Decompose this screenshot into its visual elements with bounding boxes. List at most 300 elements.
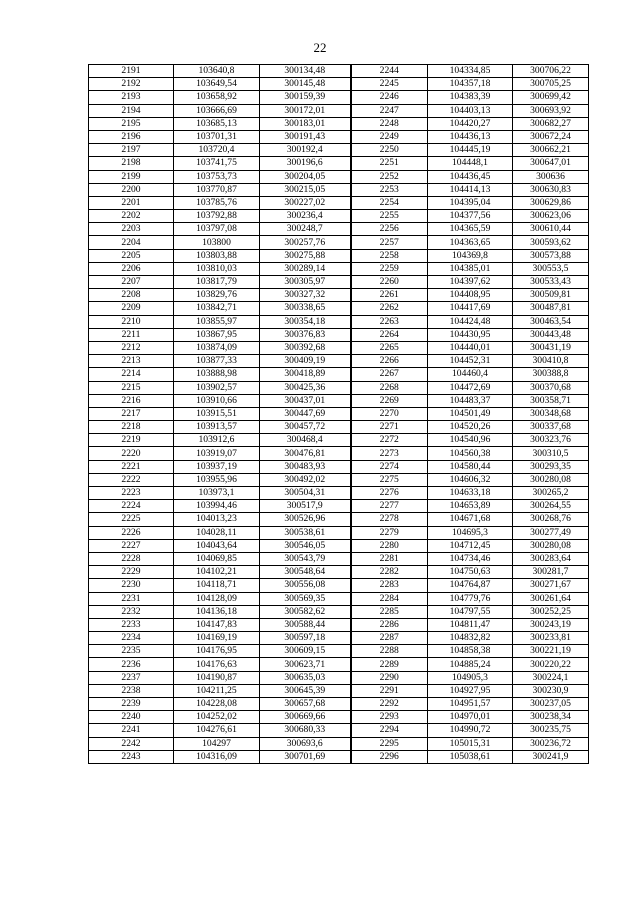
left-x-coordinate-cell: 103810,03 xyxy=(174,262,260,275)
left-x-coordinate-cell: 104128,09 xyxy=(174,592,260,605)
table-row xyxy=(89,223,589,236)
right-x-coordinate-cell: 104483,37 xyxy=(428,394,513,407)
left-point-number-cell: 2213 xyxy=(89,355,174,368)
right-y-coordinate-cell: 300293,35 xyxy=(513,460,589,473)
table-row xyxy=(89,724,589,737)
right-point-number-cell: 2295 xyxy=(351,737,428,750)
left-point-number-cell: 2230 xyxy=(89,579,174,592)
table-row xyxy=(89,170,589,183)
left-x-coordinate-cell: 104136,18 xyxy=(174,605,260,618)
table-row xyxy=(89,460,589,473)
left-y-coordinate-cell: 300196,6 xyxy=(260,157,351,170)
right-y-coordinate-cell: 300629,86 xyxy=(513,196,589,209)
left-point-number-cell: 2220 xyxy=(89,447,174,460)
right-y-coordinate-cell: 300238,34 xyxy=(513,711,589,724)
right-point-number-cell: 2250 xyxy=(351,144,428,157)
left-y-coordinate-cell: 300582,62 xyxy=(260,605,351,618)
table-row xyxy=(89,394,589,407)
table-row xyxy=(89,605,589,618)
right-y-coordinate-cell: 300241,9 xyxy=(513,750,589,763)
right-x-coordinate-cell: 104408,95 xyxy=(428,289,513,302)
left-point-number-cell: 2216 xyxy=(89,394,174,407)
left-y-coordinate-cell: 300526,96 xyxy=(260,513,351,526)
left-y-coordinate-cell: 300543,79 xyxy=(260,552,351,565)
left-x-coordinate-cell: 104252,02 xyxy=(174,711,260,724)
left-x-coordinate-cell: 103888,98 xyxy=(174,368,260,381)
left-y-coordinate-cell: 300338,65 xyxy=(260,302,351,315)
left-point-number-cell: 2201 xyxy=(89,196,174,209)
right-point-number-cell: 2288 xyxy=(351,645,428,658)
left-y-coordinate-cell: 300354,18 xyxy=(260,315,351,328)
right-y-coordinate-cell: 300443,48 xyxy=(513,328,589,341)
right-point-number-cell: 2263 xyxy=(351,315,428,328)
right-x-coordinate-cell: 104633,18 xyxy=(428,487,513,500)
right-x-coordinate-cell: 104420,27 xyxy=(428,117,513,130)
table-row xyxy=(89,750,589,763)
right-x-coordinate-cell: 104671,68 xyxy=(428,513,513,526)
table-row xyxy=(89,684,589,697)
left-point-number-cell: 2237 xyxy=(89,671,174,684)
left-point-number-cell: 2240 xyxy=(89,711,174,724)
right-x-coordinate-cell: 104905,3 xyxy=(428,671,513,684)
left-x-coordinate-cell: 103937,19 xyxy=(174,460,260,473)
right-y-coordinate-cell: 300509,81 xyxy=(513,289,589,302)
left-point-number-cell: 2203 xyxy=(89,223,174,236)
table-row xyxy=(89,289,589,302)
left-point-number-cell: 2218 xyxy=(89,421,174,434)
left-y-coordinate-cell: 300418,89 xyxy=(260,368,351,381)
left-x-coordinate-cell: 104176,95 xyxy=(174,645,260,658)
right-y-coordinate-cell: 300237,05 xyxy=(513,698,589,711)
table-row xyxy=(89,447,589,460)
left-y-coordinate-cell: 300609,15 xyxy=(260,645,351,658)
left-y-coordinate-cell: 300248,7 xyxy=(260,223,351,236)
left-x-coordinate-cell: 103800 xyxy=(174,236,260,249)
left-x-coordinate-cell: 103649,54 xyxy=(174,78,260,91)
left-point-number-cell: 2243 xyxy=(89,750,174,763)
left-point-number-cell: 2226 xyxy=(89,526,174,539)
table-row xyxy=(89,65,589,78)
table-row xyxy=(89,618,589,631)
right-x-coordinate-cell: 104452,31 xyxy=(428,355,513,368)
left-point-number-cell: 2231 xyxy=(89,592,174,605)
table-row xyxy=(89,698,589,711)
table-row xyxy=(89,302,589,315)
right-y-coordinate-cell: 300388,8 xyxy=(513,368,589,381)
left-y-coordinate-cell: 300134,48 xyxy=(260,65,351,78)
table-row xyxy=(89,487,589,500)
right-y-coordinate-cell: 300310,5 xyxy=(513,447,589,460)
right-x-coordinate-cell: 104695,3 xyxy=(428,526,513,539)
table-row xyxy=(89,592,589,605)
right-y-coordinate-cell: 300261,64 xyxy=(513,592,589,605)
coordinates-table xyxy=(88,64,589,764)
right-y-coordinate-cell: 300370,68 xyxy=(513,381,589,394)
right-x-coordinate-cell: 104357,18 xyxy=(428,78,513,91)
left-y-coordinate-cell: 300392,68 xyxy=(260,341,351,354)
right-point-number-cell: 2262 xyxy=(351,302,428,315)
left-x-coordinate-cell: 103741,75 xyxy=(174,157,260,170)
left-point-number-cell: 2197 xyxy=(89,144,174,157)
left-point-number-cell: 2234 xyxy=(89,632,174,645)
left-y-coordinate-cell: 300504,31 xyxy=(260,487,351,500)
table-row xyxy=(89,737,589,750)
table-row xyxy=(89,368,589,381)
table-row xyxy=(89,355,589,368)
right-x-coordinate-cell: 104764,87 xyxy=(428,579,513,592)
left-y-coordinate-cell: 300289,14 xyxy=(260,262,351,275)
table-row xyxy=(89,381,589,394)
right-y-coordinate-cell: 300705,25 xyxy=(513,78,589,91)
table-row xyxy=(89,117,589,130)
right-point-number-cell: 2249 xyxy=(351,130,428,143)
table-row xyxy=(89,157,589,170)
left-y-coordinate-cell: 300701,69 xyxy=(260,750,351,763)
right-x-coordinate-cell: 104436,45 xyxy=(428,170,513,183)
left-point-number-cell: 2242 xyxy=(89,737,174,750)
right-x-coordinate-cell: 104383,39 xyxy=(428,91,513,104)
right-point-number-cell: 2282 xyxy=(351,566,428,579)
left-point-number-cell: 2228 xyxy=(89,552,174,565)
left-x-coordinate-cell: 103842,71 xyxy=(174,302,260,315)
right-y-coordinate-cell: 300243,19 xyxy=(513,618,589,631)
right-y-coordinate-cell: 300682,27 xyxy=(513,117,589,130)
left-y-coordinate-cell: 300447,69 xyxy=(260,407,351,420)
right-point-number-cell: 2247 xyxy=(351,104,428,117)
left-point-number-cell: 2235 xyxy=(89,645,174,658)
right-y-coordinate-cell: 300573,88 xyxy=(513,249,589,262)
right-y-coordinate-cell: 300410,8 xyxy=(513,355,589,368)
left-point-number-cell: 2191 xyxy=(89,65,174,78)
left-x-coordinate-cell: 103874,09 xyxy=(174,341,260,354)
right-point-number-cell: 2276 xyxy=(351,487,428,500)
left-y-coordinate-cell: 300376,83 xyxy=(260,328,351,341)
left-x-coordinate-cell: 103912,6 xyxy=(174,434,260,447)
left-point-number-cell: 2193 xyxy=(89,91,174,104)
table-row xyxy=(89,183,589,196)
right-point-number-cell: 2277 xyxy=(351,500,428,513)
table-row xyxy=(89,262,589,275)
left-y-coordinate-cell: 300327,32 xyxy=(260,289,351,302)
left-y-coordinate-cell: 300657,68 xyxy=(260,698,351,711)
right-x-coordinate-cell: 104377,56 xyxy=(428,210,513,223)
right-x-coordinate-cell: 104460,4 xyxy=(428,368,513,381)
right-x-coordinate-cell: 104448,1 xyxy=(428,157,513,170)
left-y-coordinate-cell: 300588,44 xyxy=(260,618,351,631)
table-row xyxy=(89,407,589,420)
left-x-coordinate-cell: 103867,95 xyxy=(174,328,260,341)
right-y-coordinate-cell: 300323,76 xyxy=(513,434,589,447)
left-y-coordinate-cell: 300569,35 xyxy=(260,592,351,605)
left-y-coordinate-cell: 300645,39 xyxy=(260,684,351,697)
right-point-number-cell: 2271 xyxy=(351,421,428,434)
left-point-number-cell: 2236 xyxy=(89,658,174,671)
left-x-coordinate-cell: 104316,09 xyxy=(174,750,260,763)
left-x-coordinate-cell: 104228,08 xyxy=(174,698,260,711)
right-y-coordinate-cell: 300553,5 xyxy=(513,262,589,275)
left-y-coordinate-cell: 300409,19 xyxy=(260,355,351,368)
right-y-coordinate-cell: 300487,81 xyxy=(513,302,589,315)
left-x-coordinate-cell: 104043,64 xyxy=(174,539,260,552)
left-point-number-cell: 2219 xyxy=(89,434,174,447)
left-x-coordinate-cell: 104176,63 xyxy=(174,658,260,671)
left-point-number-cell: 2227 xyxy=(89,539,174,552)
table-row xyxy=(89,276,589,289)
left-x-coordinate-cell: 104069,85 xyxy=(174,552,260,565)
right-point-number-cell: 2256 xyxy=(351,223,428,236)
left-point-number-cell: 2214 xyxy=(89,368,174,381)
right-y-coordinate-cell: 300699,42 xyxy=(513,91,589,104)
left-x-coordinate-cell: 103797,08 xyxy=(174,223,260,236)
right-point-number-cell: 2266 xyxy=(351,355,428,368)
right-x-coordinate-cell: 104334,85 xyxy=(428,65,513,78)
left-y-coordinate-cell: 300236,4 xyxy=(260,210,351,223)
left-y-coordinate-cell: 300204,05 xyxy=(260,170,351,183)
left-y-coordinate-cell: 300669,66 xyxy=(260,711,351,724)
right-x-coordinate-cell: 104440,01 xyxy=(428,341,513,354)
right-point-number-cell: 2287 xyxy=(351,632,428,645)
left-y-coordinate-cell: 300635,03 xyxy=(260,671,351,684)
left-point-number-cell: 2207 xyxy=(89,276,174,289)
left-point-number-cell: 2204 xyxy=(89,236,174,249)
right-y-coordinate-cell: 300236,72 xyxy=(513,737,589,750)
left-point-number-cell: 2222 xyxy=(89,473,174,486)
table-row xyxy=(89,513,589,526)
right-x-coordinate-cell: 104540,96 xyxy=(428,434,513,447)
right-x-coordinate-cell: 104395,04 xyxy=(428,196,513,209)
left-x-coordinate-cell: 103666,69 xyxy=(174,104,260,117)
left-point-number-cell: 2195 xyxy=(89,117,174,130)
left-y-coordinate-cell: 300172,01 xyxy=(260,104,351,117)
right-x-coordinate-cell: 104797,55 xyxy=(428,605,513,618)
right-y-coordinate-cell: 300623,06 xyxy=(513,210,589,223)
left-y-coordinate-cell: 300425,36 xyxy=(260,381,351,394)
table-row xyxy=(89,671,589,684)
right-y-coordinate-cell: 300693,92 xyxy=(513,104,589,117)
right-point-number-cell: 2268 xyxy=(351,381,428,394)
left-y-coordinate-cell: 300492,02 xyxy=(260,473,351,486)
right-x-coordinate-cell: 104472,69 xyxy=(428,381,513,394)
right-y-coordinate-cell: 300220,22 xyxy=(513,658,589,671)
page-number: 22 xyxy=(313,40,327,55)
left-point-number-cell: 2233 xyxy=(89,618,174,631)
right-x-coordinate-cell: 104653,89 xyxy=(428,500,513,513)
left-point-number-cell: 2238 xyxy=(89,684,174,697)
right-point-number-cell: 2254 xyxy=(351,196,428,209)
table-row xyxy=(89,144,589,157)
left-point-number-cell: 2239 xyxy=(89,698,174,711)
right-point-number-cell: 2269 xyxy=(351,394,428,407)
table-row xyxy=(89,526,589,539)
table-row xyxy=(89,658,589,671)
right-y-coordinate-cell: 300281,7 xyxy=(513,566,589,579)
table-row xyxy=(89,421,589,434)
right-point-number-cell: 2258 xyxy=(351,249,428,262)
left-x-coordinate-cell: 103792,88 xyxy=(174,210,260,223)
right-x-coordinate-cell: 104385,01 xyxy=(428,262,513,275)
right-x-coordinate-cell: 104430,95 xyxy=(428,328,513,341)
right-y-coordinate-cell: 300280,08 xyxy=(513,539,589,552)
left-y-coordinate-cell: 300305,97 xyxy=(260,276,351,289)
left-x-coordinate-cell: 103910,66 xyxy=(174,394,260,407)
table-row xyxy=(89,473,589,486)
right-y-coordinate-cell: 300233,81 xyxy=(513,632,589,645)
left-x-coordinate-cell: 104276,61 xyxy=(174,724,260,737)
right-point-number-cell: 2257 xyxy=(351,236,428,249)
left-x-coordinate-cell: 103902,57 xyxy=(174,381,260,394)
right-y-coordinate-cell: 300593,62 xyxy=(513,236,589,249)
left-point-number-cell: 2221 xyxy=(89,460,174,473)
right-x-coordinate-cell: 104712,45 xyxy=(428,539,513,552)
table-row xyxy=(89,104,589,117)
right-x-coordinate-cell: 104520,26 xyxy=(428,421,513,434)
right-y-coordinate-cell: 300662,21 xyxy=(513,144,589,157)
right-x-coordinate-cell: 104436,13 xyxy=(428,130,513,143)
right-point-number-cell: 2272 xyxy=(351,434,428,447)
right-point-number-cell: 2246 xyxy=(351,91,428,104)
left-x-coordinate-cell: 104028,11 xyxy=(174,526,260,539)
left-y-coordinate-cell: 300538,61 xyxy=(260,526,351,539)
left-x-coordinate-cell: 103913,57 xyxy=(174,421,260,434)
left-x-coordinate-cell: 104118,71 xyxy=(174,579,260,592)
right-y-coordinate-cell: 300636 xyxy=(513,170,589,183)
right-y-coordinate-cell: 300672,24 xyxy=(513,130,589,143)
right-point-number-cell: 2248 xyxy=(351,117,428,130)
right-x-coordinate-cell: 104750,63 xyxy=(428,566,513,579)
right-point-number-cell: 2284 xyxy=(351,592,428,605)
left-point-number-cell: 2209 xyxy=(89,302,174,315)
right-y-coordinate-cell: 300533,43 xyxy=(513,276,589,289)
right-x-coordinate-cell: 104363,65 xyxy=(428,236,513,249)
right-point-number-cell: 2270 xyxy=(351,407,428,420)
left-y-coordinate-cell: 300517,9 xyxy=(260,500,351,513)
left-x-coordinate-cell: 104211,25 xyxy=(174,684,260,697)
left-point-number-cell: 2196 xyxy=(89,130,174,143)
right-point-number-cell: 2273 xyxy=(351,447,428,460)
left-y-coordinate-cell: 300693,6 xyxy=(260,737,351,750)
left-point-number-cell: 2217 xyxy=(89,407,174,420)
right-point-number-cell: 2274 xyxy=(351,460,428,473)
right-y-coordinate-cell: 300348,68 xyxy=(513,407,589,420)
right-x-coordinate-cell: 104811,47 xyxy=(428,618,513,631)
right-point-number-cell: 2253 xyxy=(351,183,428,196)
table-row xyxy=(89,434,589,447)
left-x-coordinate-cell: 104013,23 xyxy=(174,513,260,526)
right-point-number-cell: 2259 xyxy=(351,262,428,275)
left-y-coordinate-cell: 300215,05 xyxy=(260,183,351,196)
right-point-number-cell: 2293 xyxy=(351,711,428,724)
right-y-coordinate-cell: 300610,44 xyxy=(513,223,589,236)
table-row xyxy=(89,711,589,724)
right-x-coordinate-cell: 104990,72 xyxy=(428,724,513,737)
right-x-coordinate-cell: 104832,82 xyxy=(428,632,513,645)
left-x-coordinate-cell: 103817,79 xyxy=(174,276,260,289)
left-point-number-cell: 2199 xyxy=(89,170,174,183)
right-x-coordinate-cell: 104445,19 xyxy=(428,144,513,157)
right-point-number-cell: 2251 xyxy=(351,157,428,170)
left-point-number-cell: 2210 xyxy=(89,315,174,328)
right-point-number-cell: 2289 xyxy=(351,658,428,671)
left-point-number-cell: 2194 xyxy=(89,104,174,117)
right-x-coordinate-cell: 104734,46 xyxy=(428,552,513,565)
left-x-coordinate-cell: 103915,51 xyxy=(174,407,260,420)
left-x-coordinate-cell: 103994,46 xyxy=(174,500,260,513)
right-point-number-cell: 2245 xyxy=(351,78,428,91)
left-y-coordinate-cell: 300191,43 xyxy=(260,130,351,143)
right-y-coordinate-cell: 300252,25 xyxy=(513,605,589,618)
right-point-number-cell: 2281 xyxy=(351,552,428,565)
table-row xyxy=(89,315,589,328)
right-point-number-cell: 2267 xyxy=(351,368,428,381)
left-x-coordinate-cell: 104102,21 xyxy=(174,566,260,579)
right-point-number-cell: 2264 xyxy=(351,328,428,341)
right-x-coordinate-cell: 104927,95 xyxy=(428,684,513,697)
table-row xyxy=(89,539,589,552)
right-x-coordinate-cell: 104397,62 xyxy=(428,276,513,289)
left-point-number-cell: 2208 xyxy=(89,289,174,302)
right-point-number-cell: 2275 xyxy=(351,473,428,486)
table-row xyxy=(89,552,589,565)
right-point-number-cell: 2286 xyxy=(351,618,428,631)
right-x-coordinate-cell: 104501,49 xyxy=(428,407,513,420)
right-point-number-cell: 2283 xyxy=(351,579,428,592)
left-y-coordinate-cell: 300556,08 xyxy=(260,579,351,592)
left-x-coordinate-cell: 104190,87 xyxy=(174,671,260,684)
right-x-coordinate-cell: 104858,38 xyxy=(428,645,513,658)
left-x-coordinate-cell: 103701,31 xyxy=(174,130,260,143)
table-row xyxy=(89,249,589,262)
left-y-coordinate-cell: 300257,76 xyxy=(260,236,351,249)
right-y-coordinate-cell: 300647,01 xyxy=(513,157,589,170)
left-x-coordinate-cell: 103877,33 xyxy=(174,355,260,368)
right-y-coordinate-cell: 300268,76 xyxy=(513,513,589,526)
table-row xyxy=(89,210,589,223)
right-x-coordinate-cell: 104414,13 xyxy=(428,183,513,196)
left-y-coordinate-cell: 300145,48 xyxy=(260,78,351,91)
table-row xyxy=(89,645,589,658)
left-x-coordinate-cell: 104297 xyxy=(174,737,260,750)
right-point-number-cell: 2278 xyxy=(351,513,428,526)
left-y-coordinate-cell: 300476,81 xyxy=(260,447,351,460)
right-x-coordinate-cell: 104560,38 xyxy=(428,447,513,460)
left-x-coordinate-cell: 103658,92 xyxy=(174,91,260,104)
left-y-coordinate-cell: 300468,4 xyxy=(260,434,351,447)
left-y-coordinate-cell: 300597,18 xyxy=(260,632,351,645)
right-y-coordinate-cell: 300630,83 xyxy=(513,183,589,196)
right-x-coordinate-cell: 104369,8 xyxy=(428,249,513,262)
left-y-coordinate-cell: 300227,02 xyxy=(260,196,351,209)
table-row xyxy=(89,91,589,104)
right-y-coordinate-cell: 300283,64 xyxy=(513,552,589,565)
left-y-coordinate-cell: 300680,33 xyxy=(260,724,351,737)
left-x-coordinate-cell: 103919,07 xyxy=(174,447,260,460)
left-point-number-cell: 2229 xyxy=(89,566,174,579)
left-y-coordinate-cell: 300183,01 xyxy=(260,117,351,130)
left-point-number-cell: 2200 xyxy=(89,183,174,196)
left-point-number-cell: 2225 xyxy=(89,513,174,526)
table-row xyxy=(89,236,589,249)
table-row xyxy=(89,341,589,354)
right-y-coordinate-cell: 300431,19 xyxy=(513,341,589,354)
right-point-number-cell: 2296 xyxy=(351,750,428,763)
left-point-number-cell: 2206 xyxy=(89,262,174,275)
right-y-coordinate-cell: 300280,08 xyxy=(513,473,589,486)
table-row xyxy=(89,632,589,645)
left-point-number-cell: 2223 xyxy=(89,487,174,500)
right-point-number-cell: 2285 xyxy=(351,605,428,618)
left-point-number-cell: 2205 xyxy=(89,249,174,262)
right-y-coordinate-cell: 300337,68 xyxy=(513,421,589,434)
